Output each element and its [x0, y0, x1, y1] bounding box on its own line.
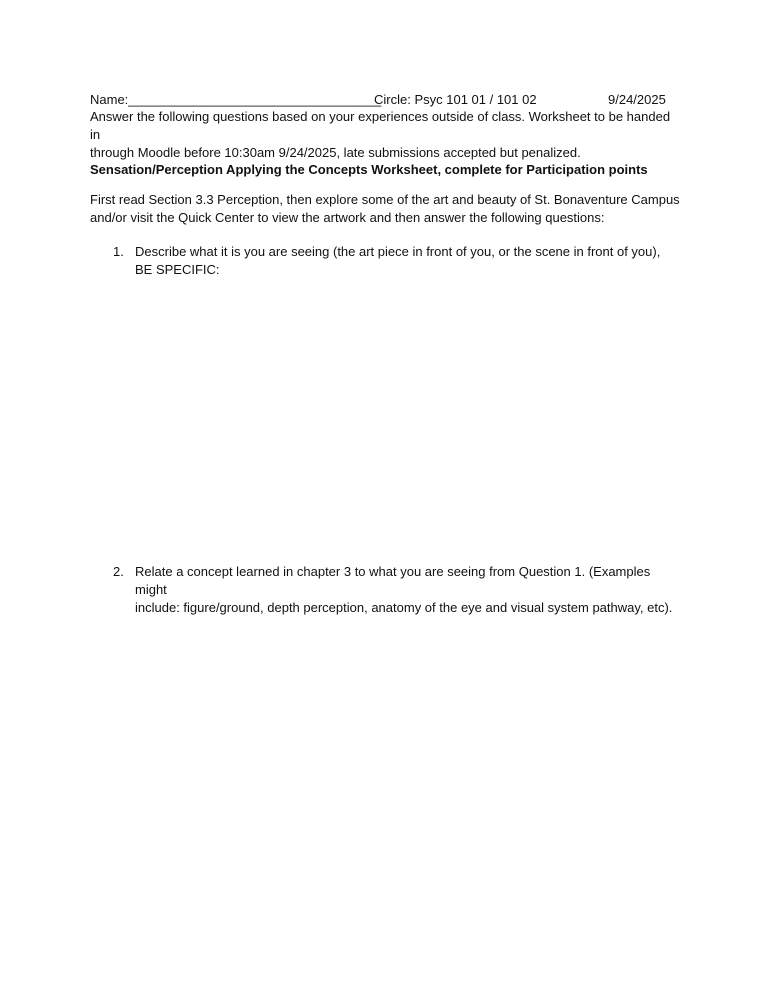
worksheet-title: Sensation/Perception Applying the Concepts Worksheet, complete for Participation points [90, 162, 648, 177]
header-line [90, 91, 680, 109]
due-date: 9/24/2025 [608, 92, 666, 107]
question-number: 2. [113, 564, 124, 579]
name-field-label: Name:___________________________________ [90, 92, 382, 107]
question-number: 1. [113, 244, 124, 259]
course-section-label: Circle: Psyc 101 01 / 101 02 [374, 92, 537, 107]
instructions-paragraph: Answer the following questions based on your experiences outside of class. Worksheet to be handed in through Moodle before 10:30am 9/24/2025, late submissions accepted but penalized. [90, 109, 671, 160]
question-text: Relate a concept learned in chapter 3 to what you are seeing from Question 1. (Examples might include: figure/ground, depth perception, anatomy of the eye and visual system pathway, etc). [135, 564, 673, 615]
intro-paragraph: First read Section 3.3 Perception, then explore some of the art and beauty of St. Bonaventure Campus and/or visit the Quick Center to view the artwork and then answer the following questions: [90, 192, 680, 225]
question-text: Describe what it is you are seeing (the art piece in front of you, or the scene in front of you), BE SPECIFIC: [135, 244, 661, 277]
